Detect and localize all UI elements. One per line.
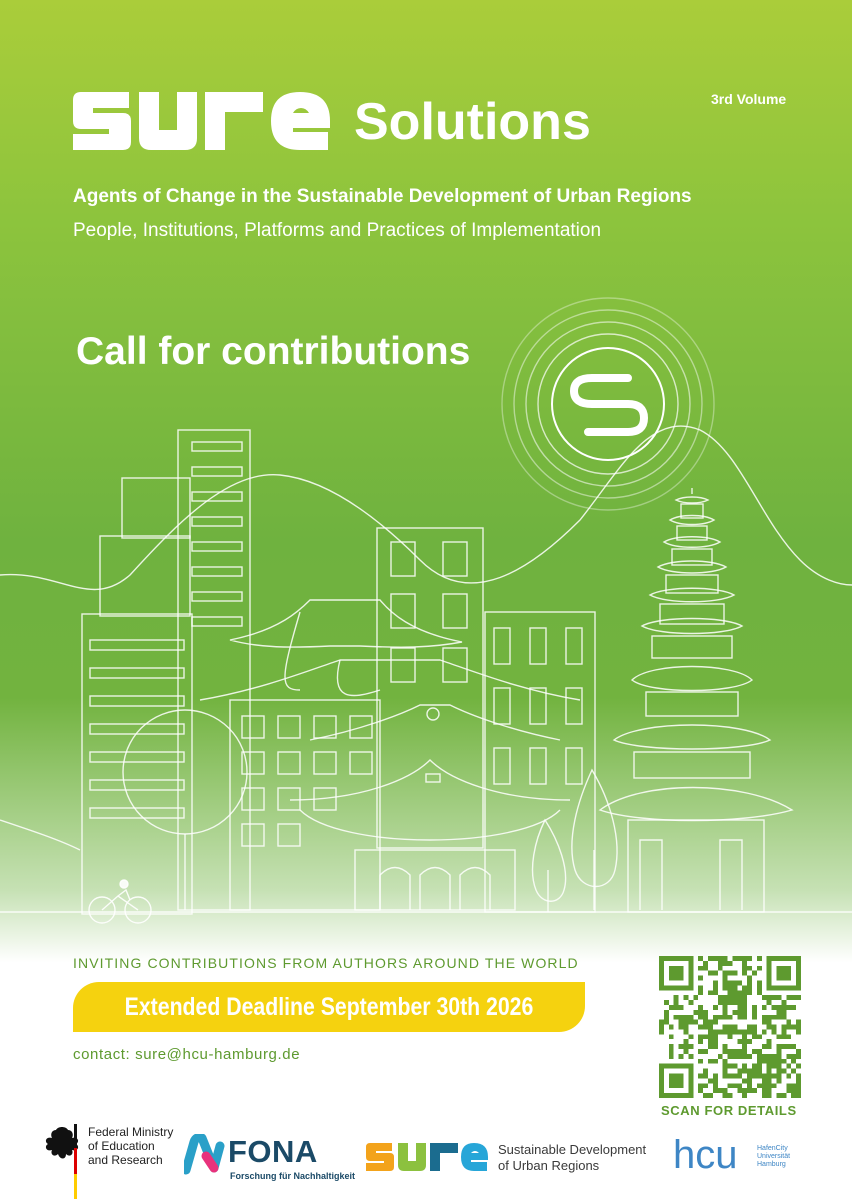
sure-logo bbox=[73, 92, 330, 150]
ministry-name: Federal Ministry of Education and Research bbox=[88, 1125, 174, 1167]
deadline-text: Extended Deadline September 30th 2026 bbox=[124, 993, 534, 1021]
hcu-logo bbox=[673, 1136, 753, 1174]
qr-caption: SCAN FOR DETAILS bbox=[661, 1103, 797, 1118]
sure-description: Sustainable Development of Urban Regions bbox=[498, 1142, 647, 1173]
volume-label: 3rd Volume bbox=[711, 91, 787, 107]
invitation-text: INVITING CONTRIBUTIONS FROM AUTHORS AROUND THE WORLD bbox=[73, 955, 579, 971]
sure-emblem-icon bbox=[502, 298, 714, 510]
hcu-name: HafenCity Universität Hamburg bbox=[757, 1145, 791, 1168]
qr-code[interactable] bbox=[659, 956, 801, 1098]
call-title: Call for contributions bbox=[76, 330, 471, 373]
cityscape-illustration bbox=[0, 290, 852, 930]
title-word: Solutions bbox=[354, 93, 591, 151]
contact-link[interactable]: contact: sure@hcu-hamburg.de bbox=[73, 1046, 301, 1063]
subheadline: People, Institutions, Platforms and Practices of Implementation bbox=[73, 220, 602, 241]
fona-name: FONA bbox=[228, 1134, 318, 1169]
headline: Agents of Change in the Sustainable Development of Urban Regions bbox=[73, 186, 692, 207]
svg-text:hcu: hcu bbox=[673, 1136, 738, 1174]
fona-tagline: Forschung für Nachhaltigkeit bbox=[230, 1171, 356, 1181]
sure-small-logo bbox=[366, 1143, 488, 1171]
cyclist-icon bbox=[89, 880, 151, 923]
